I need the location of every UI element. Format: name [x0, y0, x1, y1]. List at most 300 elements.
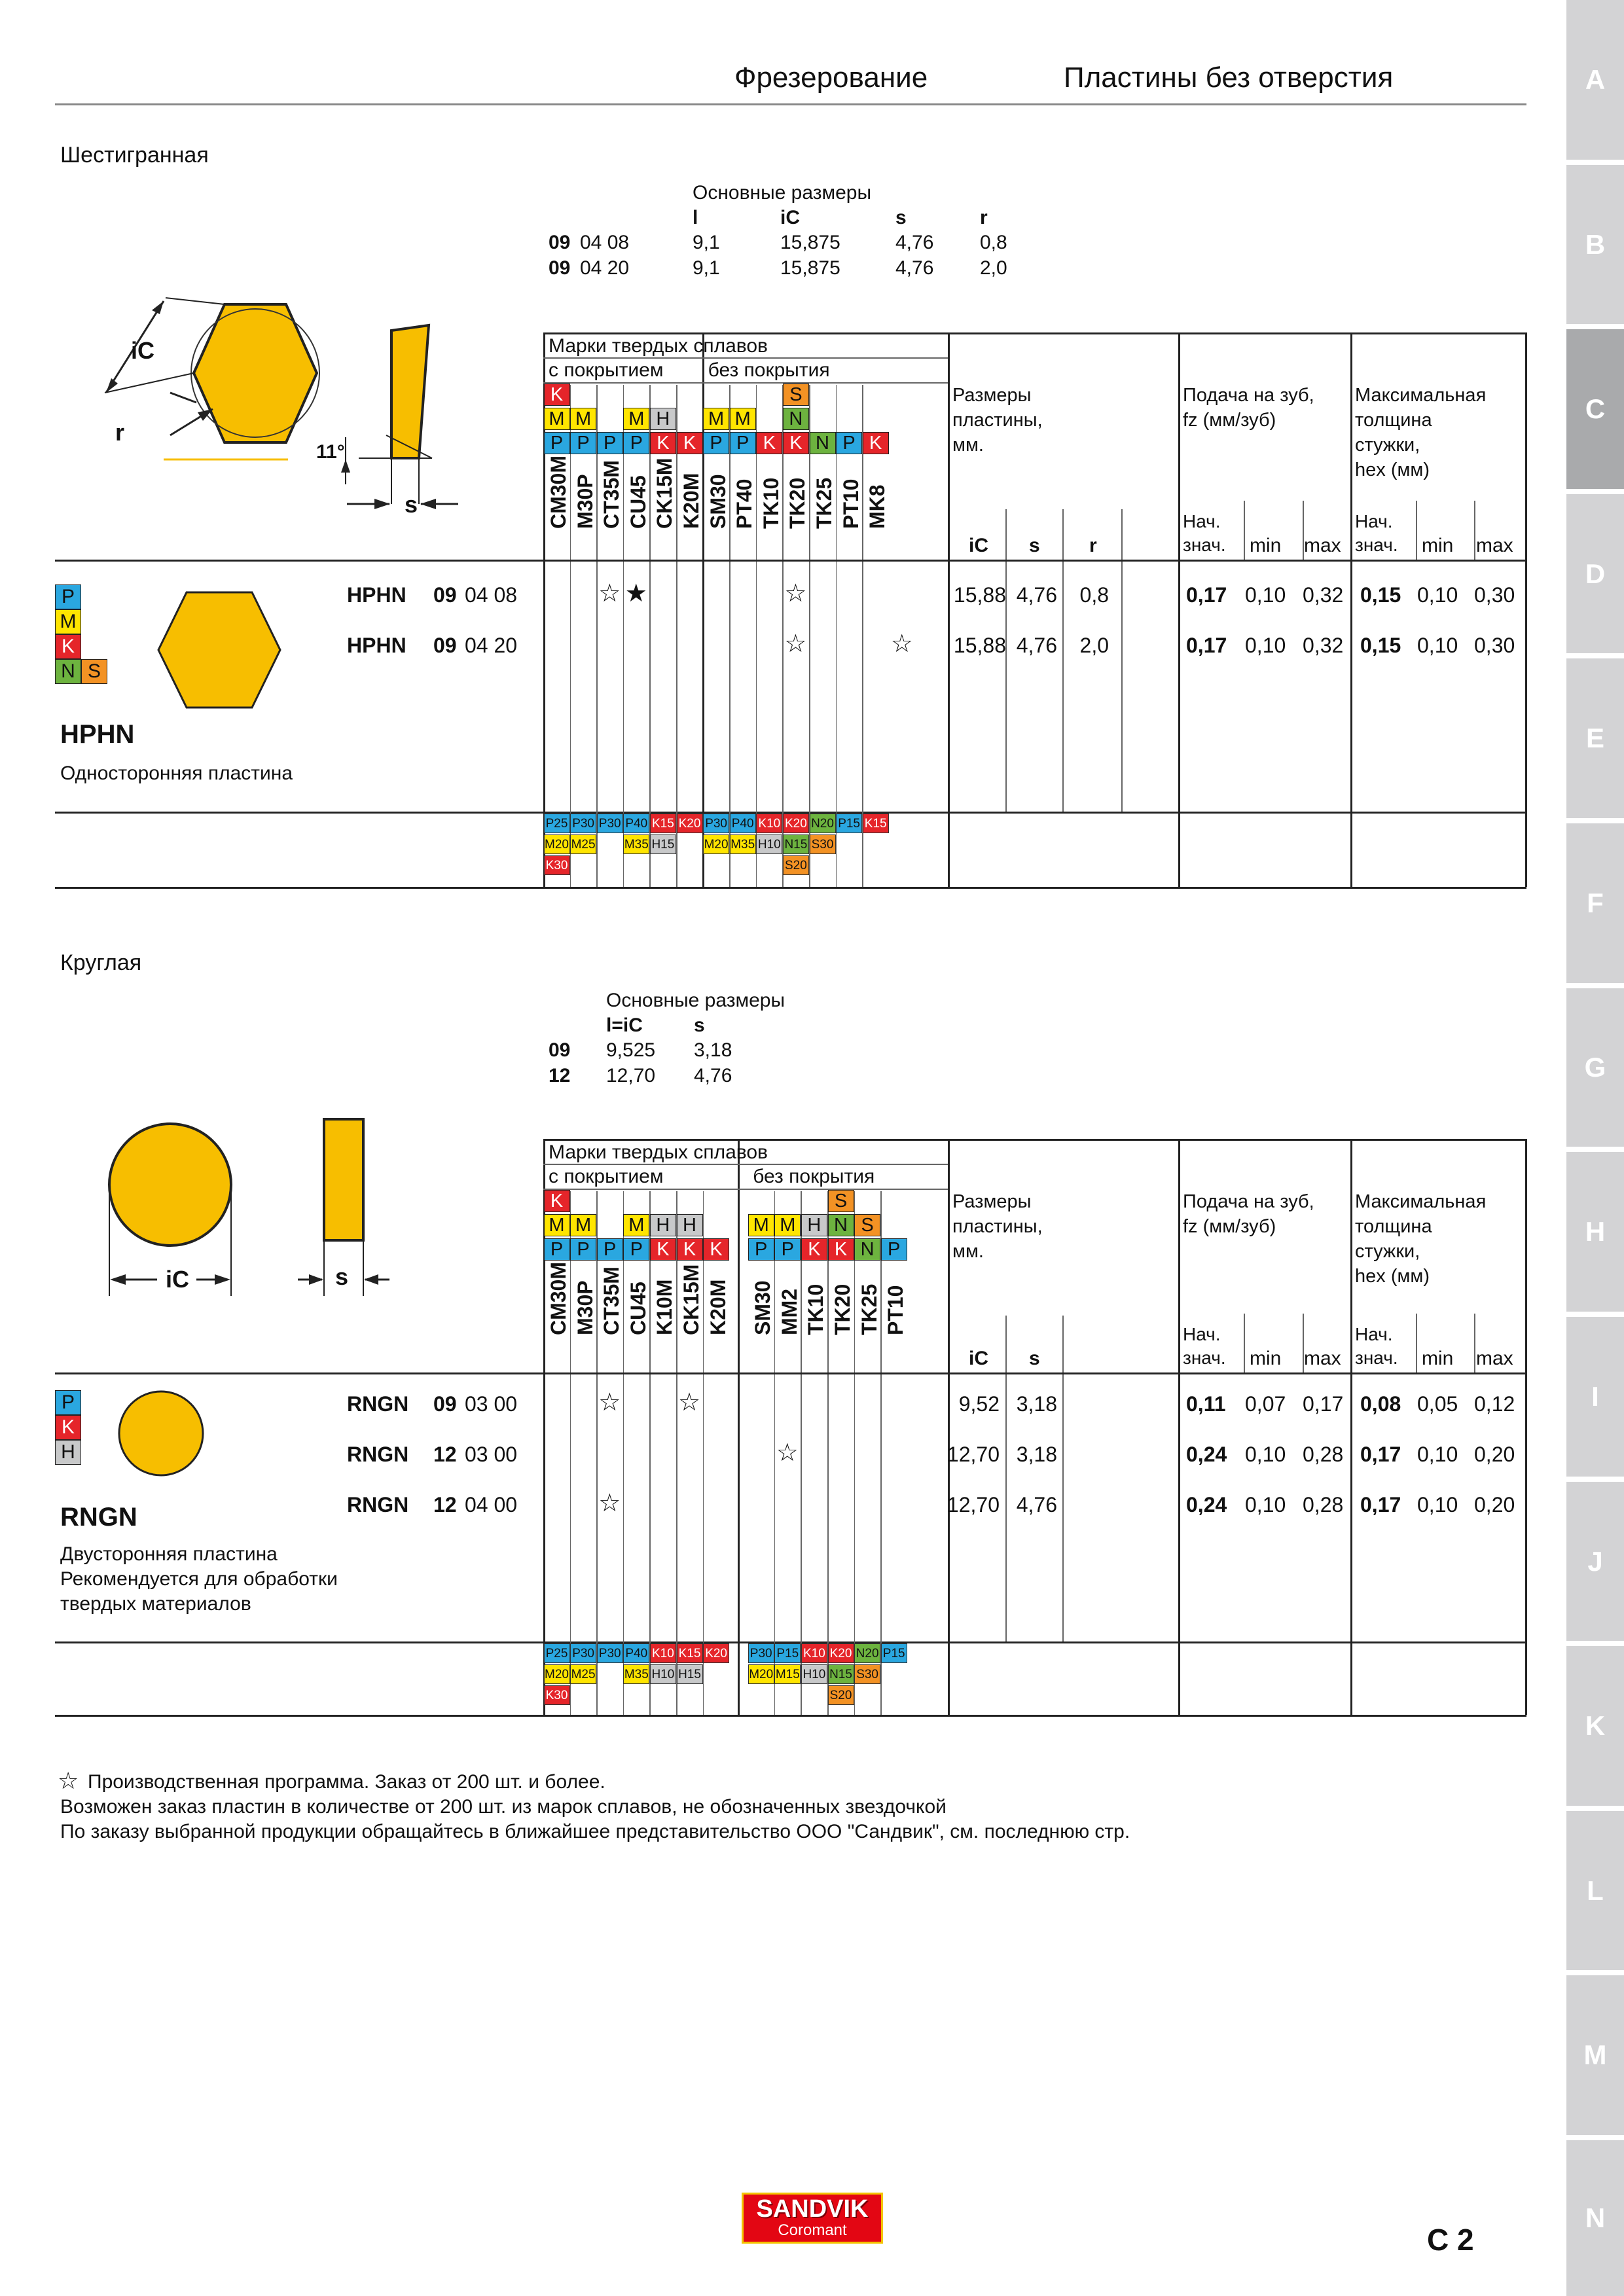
hex-table-chip-title: hex (мм) — [1355, 459, 1430, 480]
round-table-row-fz: 0,24 — [1186, 1443, 1227, 1466]
hex-table-grade-sm30: SM30 — [706, 474, 730, 529]
round-table-rule — [543, 1164, 948, 1165]
round-table-uncoated-iso-s20: S20 — [828, 1685, 854, 1705]
round-table-max-label: max — [1304, 1348, 1341, 1369]
round-table-row-fzmax: 0,28 — [1303, 1493, 1344, 1516]
hex-dim-code: 04 20 — [580, 257, 630, 279]
hex-table-col-line — [782, 385, 784, 887]
round-table-coated-iso-chip-k: K — [544, 1190, 570, 1212]
round-table-row-hex: 0,08 — [1360, 1392, 1401, 1416]
round-table-row-fzmin: 0,10 — [1245, 1443, 1286, 1466]
round-table-col-line — [880, 1191, 882, 1715]
round-table-uncoated-iso-n15: N15 — [828, 1664, 854, 1684]
hex-dim-code-bold: 09 — [549, 257, 571, 279]
hex-table-col-line — [649, 385, 651, 887]
round-table-start-label: Нач. — [1355, 1324, 1393, 1344]
round-dim-l: 12,70 — [606, 1065, 656, 1086]
hex-table-uncoated-iso-k15: K15 — [863, 814, 889, 833]
hex-table-coated-iso-k30: K30 — [544, 855, 570, 875]
hex-table-coated-iso-chip-m: M — [544, 408, 570, 430]
hex-table-uncoated-iso-chip-k: K — [863, 432, 889, 454]
round-legend-h: H — [55, 1440, 81, 1465]
hex-table-coated-iso-chip-p: P — [570, 432, 596, 454]
hex-table-row-hexmin: 0,10 — [1417, 583, 1458, 607]
hex-table-dims-col: r — [1089, 535, 1097, 556]
tab-n[interactable]: N — [1566, 2140, 1624, 2296]
round-table-coated-iso-chip-k: K — [650, 1238, 676, 1261]
hex-table-uncoated-iso-chip-p: P — [836, 432, 862, 454]
round-table-max-label: max — [1476, 1348, 1513, 1369]
hex-table-sub-line — [1303, 501, 1304, 560]
round-table-sub-line — [1474, 1314, 1475, 1372]
hex-table-uncoated-iso-n15: N15 — [783, 834, 809, 854]
round-table-sub-line — [1416, 1314, 1417, 1372]
round-table-row-hex: 0,17 — [1360, 1443, 1401, 1466]
round-table-row-type: RNGN — [347, 1493, 409, 1516]
hex-table-uncoated-iso-p40: P40 — [730, 814, 756, 833]
hex-table-uncoated-iso-chip-n: N — [810, 432, 836, 454]
hex-table-start-label: Нач. — [1355, 511, 1393, 531]
round-table-uncoated-iso-chip-p: P — [881, 1238, 907, 1261]
round-table-coated-iso-chip-k: K — [677, 1238, 703, 1261]
round-dim-s: 3,18 — [694, 1039, 732, 1061]
round-table-chip-title: hex (мм) — [1355, 1266, 1430, 1287]
hex-insert-icon — [154, 584, 285, 715]
hex-legend-p: P — [55, 584, 81, 609]
hex-table-rows-rule — [55, 560, 1526, 562]
hex-table-uncoated-iso-p15: P15 — [836, 814, 862, 833]
round-table-coated-iso-chip-m: M — [570, 1214, 596, 1236]
round-table-uncoated-iso-k20: K20 — [828, 1643, 854, 1663]
round-diagram-ic: iC — [166, 1266, 189, 1293]
round-table-grade-mm2: MM2 — [777, 1288, 801, 1335]
hex-table-dims-title: мм. — [952, 435, 984, 456]
hex-table-max-label: max — [1304, 535, 1341, 556]
tab-l[interactable]: L — [1566, 1811, 1624, 1970]
round-table-dim-line — [1005, 1316, 1007, 1641]
hex-table-uncoated-iso-n20: N20 — [810, 814, 836, 833]
round-table-row-code: 03 00 — [465, 1443, 518, 1466]
star-icon: ☆ — [890, 630, 913, 658]
round-table-row-fz: 0,24 — [1186, 1493, 1227, 1516]
logo-brand: SANDVIK — [756, 2195, 869, 2223]
hex-table-sub-line — [1416, 501, 1417, 560]
hex-table-row-r: 0,8 — [1079, 583, 1109, 607]
hex-table-rule — [543, 382, 948, 384]
footnote-2: Возможен заказ пластин в количестве от 200 шт. из марок сплавов, не обозначенных звездочкой — [60, 1796, 947, 1818]
round-table-uncoated-iso-m20: M20 — [748, 1664, 774, 1684]
hex-table-chip-title: Максимальная — [1355, 385, 1487, 406]
hex-table-coated-iso-p25: P25 — [544, 814, 570, 833]
hex-table-max-label: max — [1476, 535, 1513, 556]
hex-table-row-s: 4,76 — [1016, 634, 1057, 657]
tab-f[interactable]: F — [1566, 823, 1624, 983]
round-section-title: Круглая — [60, 950, 142, 975]
round-insert-diagram — [98, 1113, 399, 1302]
round-table-coated-iso-h10: H10 — [650, 1664, 676, 1684]
round-table-grade-tk20: TK20 — [831, 1283, 854, 1335]
hex-diagram-s: s — [405, 491, 418, 518]
star-icon: ☆ — [784, 580, 807, 607]
hex-table-row-code: 04 08 — [465, 583, 518, 607]
hex-table-dim-line — [1062, 509, 1064, 812]
round-table-coated-iso-chip-h: H — [677, 1214, 703, 1236]
round-table-row-fz: 0,11 — [1186, 1392, 1226, 1416]
round-table-coated-iso-chip-p: P — [544, 1238, 570, 1261]
round-table-grade-tk25: TK25 — [857, 1283, 881, 1335]
round-table-row-hex: 0,17 — [1360, 1493, 1401, 1516]
hex-table-col-line — [729, 385, 731, 887]
hex-table-row-r: 2,0 — [1079, 634, 1109, 657]
round-table-grade-ct35m: CT35M — [600, 1266, 624, 1335]
round-table-coated-iso-m35: M35 — [623, 1664, 649, 1684]
round-table-coated-iso-h15: H15 — [677, 1664, 703, 1684]
round-table-coated-iso-k30: K30 — [544, 1685, 570, 1705]
round-table-row-fzmin: 0,10 — [1245, 1493, 1286, 1516]
round-table-row-type: RNGN — [347, 1392, 409, 1416]
round-table-row-fzmin: 0,07 — [1245, 1392, 1286, 1416]
round-product-desc-3: твердых материалов — [60, 1593, 251, 1615]
hex-table-uncoated-iso-k20: K20 — [783, 814, 809, 833]
round-table-coated-iso-chip-p: P — [623, 1238, 649, 1261]
round-table-sub-line — [1303, 1314, 1304, 1372]
round-table-col-line — [596, 1191, 598, 1715]
hex-table-grade-pt40: PT40 — [732, 478, 757, 529]
hex-dim-code: 04 08 — [580, 232, 630, 253]
round-table-col-line — [649, 1191, 651, 1715]
hex-table-row-fzmin: 0,10 — [1245, 583, 1286, 607]
hex-table-coated-iso-m20: M20 — [544, 834, 570, 854]
tab-g[interactable]: G — [1566, 988, 1624, 1147]
round-table-row-type: RNGN — [347, 1443, 409, 1466]
round-dim-header-l: l=iC — [606, 1014, 643, 1036]
round-dim-header-s: s — [694, 1014, 705, 1036]
round-table-grade-k10m: K10M — [653, 1279, 677, 1335]
hex-table-dims-col: iC — [969, 535, 988, 556]
hex-diagram-angle: 11° — [316, 441, 345, 463]
round-table-row-hexmax: 0,12 — [1474, 1392, 1515, 1416]
hex-legend-k: K — [55, 634, 81, 659]
header-rule — [55, 103, 1526, 105]
hex-insert-diagram — [92, 288, 458, 524]
hex-table-uncoated-iso-s30: S30 — [810, 834, 836, 854]
round-table-uncoated-iso-n20: N20 — [854, 1643, 880, 1663]
hex-dim-s: 4,76 — [895, 257, 934, 279]
hex-table-min-label: min — [1250, 535, 1282, 556]
round-table-uncoated-iso-p30: P30 — [748, 1643, 774, 1663]
hex-diagram-ic: iC — [131, 337, 154, 364]
round-table-uncoated-iso-chip-k: K — [828, 1238, 854, 1261]
round-table-coated-iso-k10: K10 — [650, 1643, 676, 1663]
round-table-coated-title: с покрытием — [549, 1166, 664, 1187]
round-table-row-s: 3,18 — [1016, 1443, 1057, 1466]
round-table-row-s: 3,18 — [1016, 1392, 1057, 1416]
round-rows-rule — [55, 1372, 1526, 1374]
hex-table-grade-mk8: MK8 — [865, 484, 890, 529]
hex-table-grade-cm30m: CM30M — [547, 455, 570, 529]
hex-table-coated-iso-chip-p: P — [544, 432, 570, 454]
round-table-rule — [543, 1189, 948, 1190]
tab-a[interactable]: A — [1566, 0, 1624, 160]
hex-diagram-r: r — [115, 419, 125, 446]
hex-table-uncoated-iso-chip-m: M — [730, 408, 756, 430]
hex-legend-m: M — [55, 609, 81, 634]
round-table-uncoated-iso-p15: P15 — [774, 1643, 801, 1663]
sandvik-logo — [742, 2193, 883, 2244]
filled-star-icon: ★ — [624, 580, 647, 607]
hex-table-coated-iso-m25: M25 — [570, 834, 596, 854]
hex-table-row-fz: 0,17 — [1186, 634, 1227, 657]
round-table-uncoated-iso-chip-k: K — [801, 1238, 827, 1261]
round-insert-icon — [115, 1388, 207, 1479]
round-table-bottom-rule — [55, 1715, 1526, 1717]
hex-table-coated-iso-chip-p: P — [623, 432, 649, 454]
round-table-uncoated-iso-chip-s: S — [854, 1214, 880, 1236]
tab-b[interactable]: B — [1566, 165, 1624, 324]
round-dims-title: Основные размеры — [606, 990, 785, 1011]
round-table-grade-tk10: TK10 — [804, 1283, 828, 1335]
hex-table-row-type: HPHN — [347, 583, 406, 607]
hex-legend-n: N — [55, 659, 81, 684]
round-table-row-code-bold: 09 — [433, 1392, 457, 1416]
hex-table-row-code-bold: 09 — [433, 634, 457, 657]
hex-dim-header-r: r — [980, 207, 988, 228]
round-table-sub-line — [1244, 1314, 1245, 1372]
hex-dim-code-bold: 09 — [549, 232, 571, 253]
round-table-dims-title: Размеры — [952, 1191, 1032, 1212]
hex-dim-ic: 15,875 — [780, 232, 840, 253]
round-table-start-label: Нач. — [1183, 1324, 1221, 1344]
hex-table-chip-title: стужки, — [1355, 435, 1420, 456]
hex-table-uncoated-iso-s20: S20 — [783, 855, 809, 875]
round-table-uncoated-iso-h10: H10 — [801, 1664, 827, 1684]
round-table-uncoated-iso-p15: P15 — [881, 1643, 907, 1663]
page-number: C 2 — [1427, 2223, 1474, 2257]
round-table-row-code-bold: 12 — [433, 1443, 457, 1466]
hex-table-rule — [543, 357, 948, 359]
tab-j[interactable]: J — [1566, 1482, 1624, 1641]
hex-table-row-hexmax: 0,30 — [1474, 583, 1515, 607]
hex-table-chip-title: толщина — [1355, 410, 1432, 431]
hex-table-col-line — [836, 385, 837, 887]
round-table-coated-iso-k15: K15 — [677, 1643, 703, 1663]
round-table-row-hexmin: 0,10 — [1417, 1443, 1458, 1466]
round-table-uncoated-iso-m15: M15 — [774, 1664, 801, 1684]
hex-dim-header-ic: iC — [780, 207, 800, 228]
tab-d[interactable]: D — [1566, 494, 1624, 653]
hex-table-uncoated-iso-chip-m: M — [703, 408, 729, 430]
round-table-coated-iso-chip-k: K — [703, 1238, 729, 1261]
hex-dim-l: 9,1 — [693, 257, 720, 279]
hex-table-vline — [1178, 332, 1180, 887]
round-table-row-fzmax: 0,28 — [1303, 1443, 1344, 1466]
hex-table-row-hexmax: 0,30 — [1474, 634, 1515, 657]
hex-table-uncoated-iso-k10: K10 — [756, 814, 782, 833]
round-table-top-rule — [543, 1139, 1526, 1141]
hex-table-coated-iso-chip-m: M — [570, 408, 596, 430]
hex-dim-header-s: s — [895, 207, 907, 228]
round-table-coated-iso-p30: P30 — [570, 1643, 596, 1663]
round-table-row-hexmin: 0,05 — [1417, 1392, 1458, 1416]
hex-table-coated-iso-h15: H15 — [650, 834, 676, 854]
round-table-row-s: 4,76 — [1016, 1493, 1057, 1516]
round-table-coated-iso-k20: K20 — [703, 1643, 729, 1663]
hex-table-coated-iso-k15: K15 — [650, 814, 676, 833]
hex-table-grade-tk25: TK25 — [812, 477, 836, 529]
hex-table-coated-title: с покрытием — [549, 359, 664, 381]
hex-table-grade-ck15m: CK15M — [653, 457, 677, 529]
round-table-grade-cu45: CU45 — [626, 1282, 650, 1335]
round-table-coated-iso-p40: P40 — [623, 1643, 649, 1663]
star-icon: ☆ — [678, 1389, 701, 1416]
hex-table-grade-m30p: M30P — [573, 474, 597, 529]
round-table-col-line — [801, 1191, 802, 1715]
round-product-name: RNGN — [60, 1503, 137, 1532]
round-table-row-code: 04 00 — [465, 1493, 518, 1516]
hex-dim-s: 4,76 — [895, 232, 934, 253]
round-table-chip-title: стужки, — [1355, 1241, 1420, 1262]
round-table-uncoated-iso-chip-p: P — [748, 1238, 774, 1261]
hex-table-row-fz: 0,17 — [1186, 583, 1227, 607]
round-table-row-ic: 12,70 — [947, 1443, 1000, 1466]
hex-table-grade-cu45: CU45 — [626, 475, 650, 529]
hex-table-uncoated-iso-p30: P30 — [703, 814, 729, 833]
tab-m[interactable]: M — [1566, 1975, 1624, 2135]
hex-table-grades-title: Марки твердых сплавов — [549, 335, 768, 357]
star-icon: ☆ — [776, 1439, 799, 1467]
header-left: Фрезерование — [734, 62, 928, 94]
round-legend-k: K — [55, 1415, 81, 1440]
star-icon: ☆ — [598, 1490, 621, 1517]
round-table-uncoated-iso-s30: S30 — [854, 1664, 880, 1684]
hex-table-coated-iso-chip-p: P — [597, 432, 623, 454]
hex-table-row-hex: 0,15 — [1360, 583, 1401, 607]
round-table-row-ic: 9,52 — [958, 1392, 1000, 1416]
round-table-dims-title: мм. — [952, 1241, 984, 1262]
round-table-start-label: знач. — [1183, 1348, 1226, 1368]
hex-table-row-code: 04 20 — [465, 634, 518, 657]
hex-table-coated-iso-p30: P30 — [570, 814, 596, 833]
hex-table-row-ic: 15,88 — [953, 634, 1006, 657]
hex-table-row-type: HPHN — [347, 634, 406, 657]
round-table-uncoated-iso-chip-s: S — [828, 1190, 854, 1212]
round-table-grade-k20m: K20M — [706, 1279, 730, 1335]
hex-table-coated-iso-chip-k: K — [677, 432, 703, 454]
hex-product-name: HPHN — [60, 720, 135, 749]
hex-table-row-fzmax: 0,32 — [1303, 583, 1344, 607]
hex-table-uncoated-iso-chip-k: K — [756, 432, 782, 454]
hex-table-vline — [948, 332, 950, 887]
hex-dim-r: 0,8 — [980, 232, 1007, 253]
round-table-coated-iso-p30: P30 — [597, 1643, 623, 1663]
hex-table-row-s: 4,76 — [1016, 583, 1057, 607]
hex-legend-s: S — [81, 659, 107, 684]
star-icon: ☆ — [598, 1389, 621, 1416]
round-product-desc-1: Двусторонняя пластина — [60, 1543, 278, 1565]
hex-table-start-label: знач. — [1355, 535, 1398, 555]
tab-h[interactable]: H — [1566, 1152, 1624, 1312]
hex-table-vline — [1525, 332, 1527, 887]
round-table-grade-cm30m: CM30M — [547, 1261, 570, 1335]
hex-table-grade-k20m: K20M — [679, 473, 703, 529]
tab-e[interactable]: E — [1566, 658, 1624, 818]
hex-table-coated-iso-p30: P30 — [597, 814, 623, 833]
hex-table-min-label: min — [1422, 535, 1454, 556]
round-table-uncoated-iso-chip-m: M — [774, 1214, 801, 1236]
tab-k[interactable]: K — [1566, 1646, 1624, 1806]
hex-product-desc: Односторонняя пластина — [60, 762, 293, 784]
hex-table-start-label: Нач. — [1183, 511, 1221, 531]
round-table-uncoated-title: без покрытия — [753, 1166, 875, 1187]
hex-dim-ic: 15,875 — [780, 257, 840, 279]
hex-table-uncoated-iso-chip-k: K — [783, 432, 809, 454]
hex-table-grade-ct35m: CT35M — [600, 460, 624, 529]
round-table-uncoated-iso-k10: K10 — [801, 1643, 827, 1663]
round-table-col-line — [854, 1191, 856, 1715]
hex-table-start-label: знач. — [1183, 535, 1226, 555]
header-right: Пластины без отверстия — [1064, 62, 1394, 94]
hex-section-title: Шестигранная — [60, 143, 209, 168]
hex-table-grade-tk10: TK10 — [759, 477, 783, 529]
round-table-vline — [948, 1139, 950, 1715]
footnote-star-icon: ☆ — [58, 1767, 79, 1794]
round-table-dims-title: пластины, — [952, 1216, 1043, 1237]
round-table-row-fzmax: 0,17 — [1303, 1392, 1344, 1416]
hex-dim-header-l: l — [693, 207, 698, 228]
round-table-vline — [1178, 1139, 1180, 1715]
round-table-row-code: 03 00 — [465, 1392, 518, 1416]
round-table-grade-ck15m: CK15M — [679, 1264, 703, 1335]
round-dim-s: 4,76 — [694, 1065, 732, 1086]
hex-table-row-code-bold: 09 — [433, 583, 457, 607]
logo-sub: Coromant — [778, 2221, 847, 2239]
round-table-coated-iso-chip-m: M — [623, 1214, 649, 1236]
round-table-coated-iso-chip-p: P — [597, 1238, 623, 1261]
round-table-col-line — [827, 1191, 829, 1715]
round-dim-l: 9,525 — [606, 1039, 656, 1061]
round-table-row-hexmax: 0,20 — [1474, 1493, 1515, 1516]
hex-table-coated-iso-chip-k: K — [650, 432, 676, 454]
footnote-1: Производственная программа. Заказ от 200 шт. и более. — [88, 1771, 605, 1793]
hex-table-sub-line — [1474, 501, 1475, 560]
round-dim-code: 12 — [549, 1065, 571, 1086]
round-table-col-line — [774, 1191, 776, 1715]
tab-c[interactable]: C — [1566, 329, 1624, 489]
hex-table-grade-pt10: PT10 — [839, 478, 863, 529]
hex-table-uncoated-iso-chip-p: P — [703, 432, 729, 454]
round-table-vline — [1525, 1139, 1527, 1715]
round-table-row-code-bold: 12 — [433, 1493, 457, 1516]
round-table-dim-line — [1062, 1316, 1064, 1641]
round-table-uncoated-iso-chip-m: M — [748, 1214, 774, 1236]
hex-table-coated-iso-chip-k: K — [544, 384, 570, 406]
hex-table-row-fzmax: 0,32 — [1303, 634, 1344, 657]
round-table-coated-iso-m20: M20 — [544, 1664, 570, 1684]
hex-table-col-line — [596, 385, 598, 887]
round-table-vline — [738, 1139, 740, 1715]
round-table-uncoated-iso-chip-h: H — [801, 1214, 827, 1236]
hex-table-col-line — [862, 385, 863, 887]
round-table-dims-col: iC — [969, 1348, 988, 1369]
hex-table-feed-title: fz (мм/зуб) — [1183, 410, 1276, 431]
hex-table-uncoated-title: без покрытия — [708, 359, 830, 381]
tab-i[interactable]: I — [1566, 1317, 1624, 1477]
round-table-uncoated-iso-chip-n: N — [854, 1238, 880, 1261]
hex-dim-l: 9,1 — [693, 232, 720, 253]
round-table-feed-title: fz (мм/зуб) — [1183, 1216, 1276, 1237]
round-table-coated-iso-chip-p: P — [570, 1238, 596, 1261]
round-table-coated-iso-chip-m: M — [544, 1214, 570, 1236]
